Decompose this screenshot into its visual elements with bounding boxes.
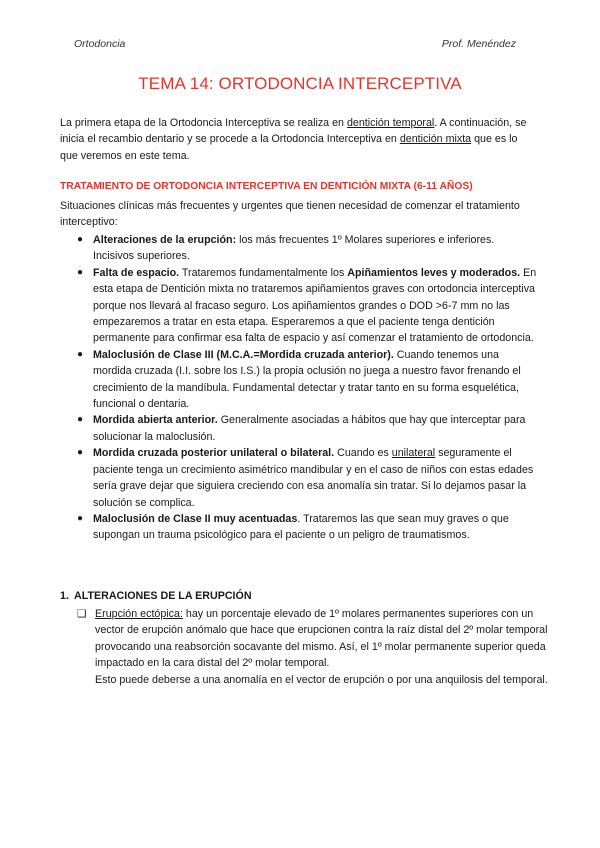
item-bold: Alteraciones de la erupción: (93, 234, 237, 246)
item-underline: unilateral (391, 447, 436, 460)
section-heading-1 (60, 590, 252, 602)
header-author: Prof. Menéndez (441, 38, 516, 50)
item-text: los más frecuentes 1º Molares superiores e inferiores. Incisivos superiores. (93, 234, 495, 263)
item-bold: Maloclusión de Clase II muy acentuadas (93, 512, 298, 525)
bullet-icon: ● (77, 414, 84, 426)
section-number: 1. (60, 590, 69, 602)
bullet-icon: ● (77, 447, 84, 459)
eruption-term: Erupción ectópica: (95, 608, 183, 620)
list-item (60, 445, 538, 511)
intro-text-2: . A continuación, se inicia el recambio dentario y se procede a la Ortodoncia Interceptiva en (60, 117, 527, 146)
checkbox-bullet-icon: ❑ (77, 608, 87, 620)
situations-paragraph: Situaciones clínicas más frecuentes y urgentes que tienen necesidad de comenzar el tratamiento interceptivo: (60, 200, 520, 229)
intro-paragraph (60, 115, 538, 164)
item-bold: Mordida cruzada posterior unilateral o bilateral. (93, 447, 335, 460)
intro-text-1: La primera etapa de la Ortodoncia Interceptiva se realiza en (60, 117, 347, 129)
item-text-2: En esta etapa de Dentición mixta no trataremos apiñamientos graves con ortodoncia interceptiva porque nos llevará al fracaso seguro. Los apiñamientos grandes o DOD >6-7 mm no las empezaremos a tratar en esta etapa. Esperaremos a que el paciente tenga dentición permanente para confirmar esa falta de espacio y así comenzar el tratamiento de ortodoncia. (93, 266, 537, 345)
intro-text-3: que es lo que veremos en este tema. (60, 133, 518, 162)
list-item (60, 412, 538, 445)
item-text: Cuando tenemos una mordida cruzada (I.I. sobre los I.S.) la propia oclusión no juega a nuestro favor frenando el crecimiento de la mandíbula. Fundamental detectar y tratar tanto en su forma esquelética, funcional o dentaria. (93, 348, 521, 411)
item-text-2: seguramente el paciente tenga un crecimiento asimétrico mandibular y en el caso de niños con estas edades sería grave dejar que siguiera creciendo con esa anomalía sin tratar. Si lo dejamos pasar la solución se complica. (93, 447, 534, 509)
section-title: ALTERACIONES DE LA ERUPCIÓN (74, 590, 252, 602)
item-bold-2: Apiñamientos leves y moderados. (347, 266, 521, 279)
list-item (60, 511, 538, 544)
situations-list (60, 232, 538, 544)
header-subject: Ortodoncia (74, 38, 126, 50)
bullet-icon: ● (77, 348, 84, 360)
eruption-text: hay un porcentaje elevado de 1º molares permanentes superiores con un vector de erupción anómalo que hace que erupcionen contra la raíz distal del 2º molar temporal provocando una reabsorción socavante del mismo. Así, el 1º molar permanente superior queda impactado en la cara distal del 2º molar temporal. (95, 608, 548, 670)
item-bold: Falta de espacio. (93, 266, 180, 279)
intro-term-mixta: dentición mixta (399, 133, 472, 146)
bullet-icon: ● (77, 512, 84, 524)
item-text: Generalmente asociadas a hábitos que hay que interceptar para solucionar la maloclusión. (93, 414, 526, 443)
item-bold: Maloclusión de Clase III (M.C.A.=Mordida cruzada anterior). (93, 348, 394, 361)
page-title: TEMA 14: ORTODONCIA INTERCEPTIVA (138, 74, 462, 93)
bullet-icon: ● (77, 266, 84, 278)
item-text: Trataremos fundamentalmente los (179, 266, 348, 279)
list-item (60, 265, 538, 347)
list-item (60, 347, 538, 413)
eruption-item (77, 606, 557, 688)
bullet-icon: ● (77, 234, 84, 245)
eruption-text-2: Esto puede deberse a una anomalía en el vector de erupción o por una anquilosis del temporal. (95, 673, 548, 686)
item-text: . Trataremos las que sean muy graves o que supongan un trauma psicológico para el paciente o un peligro de traumatismos. (93, 512, 509, 542)
item-bold: Mordida abierta anterior. (93, 414, 218, 427)
list-item (60, 232, 538, 265)
item-text: Cuando es (334, 447, 392, 460)
section-subheading: TRATAMIENTO DE ORTODONCIA INTERCEPTIVA EN DENTICIÓN MIXTA (6-11 AÑOS) (60, 181, 473, 192)
intro-term-temporal: dentición temporal (346, 117, 435, 129)
